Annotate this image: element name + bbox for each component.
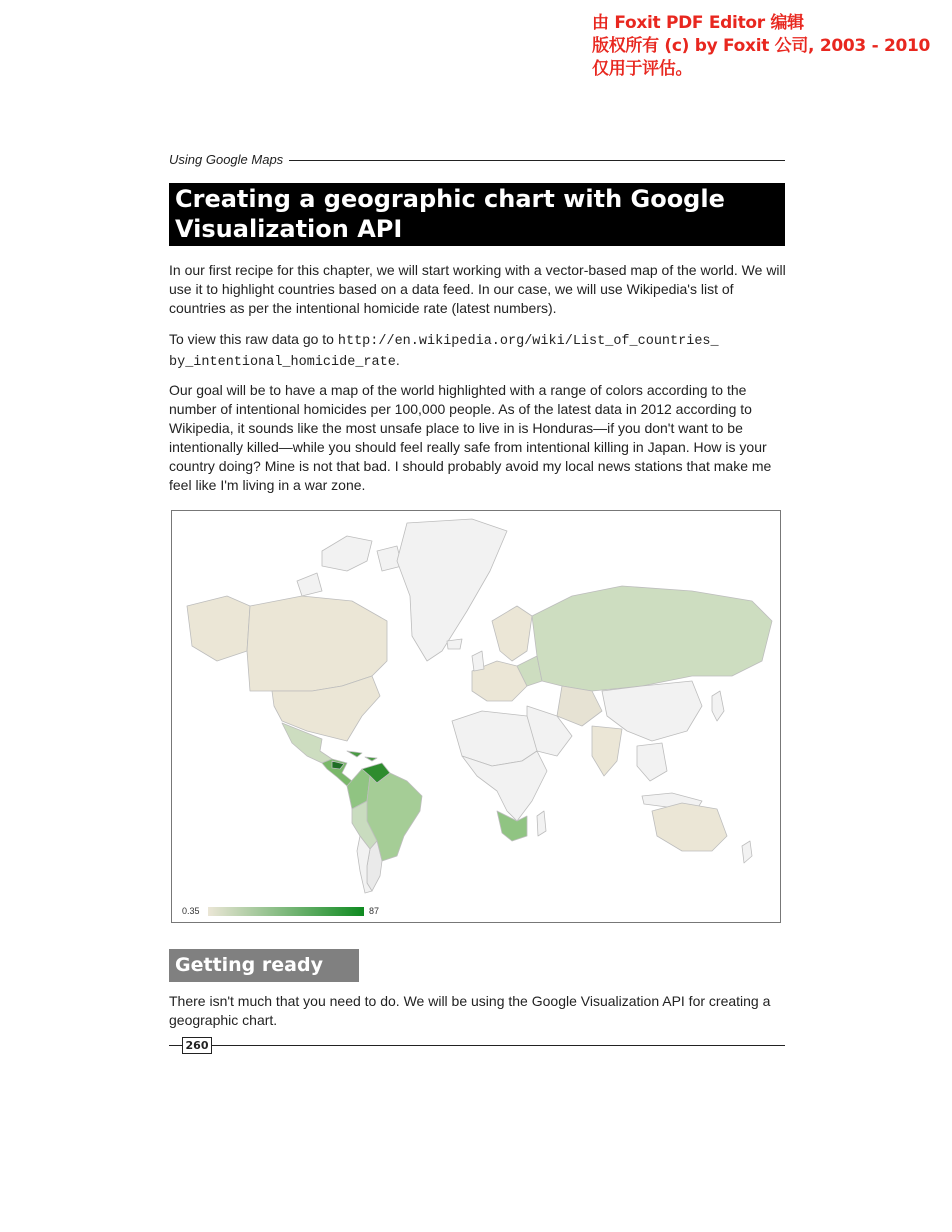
legend-min-label: 0.35 bbox=[182, 906, 200, 916]
map-uk bbox=[472, 651, 484, 671]
intro-paragraph: In our first recipe for this chapter, we will start working with a vector-based map of the world. We will use it to highlight countries based on a data feed. In our case, we will use Wikipedia's list of countries as per the intentional homicide rate (latest numbers). bbox=[169, 262, 786, 316]
map-scandinavia bbox=[492, 606, 532, 661]
legend-max-label: 87 bbox=[369, 906, 380, 916]
raw-data-paragraph bbox=[169, 330, 789, 372]
map-india bbox=[592, 726, 622, 776]
map-alaska bbox=[187, 596, 250, 661]
map-madagascar bbox=[537, 811, 546, 836]
evaluation-watermark bbox=[592, 12, 948, 81]
map-southeast-asia bbox=[637, 743, 667, 781]
wikipedia-link-line-1[interactable]: http://en.wikipedia.org/wiki/List_of_countries_ bbox=[337, 334, 719, 349]
header-rule bbox=[289, 160, 785, 161]
map-russia bbox=[532, 586, 772, 691]
raw-data-suffix: . bbox=[395, 352, 400, 368]
world-map bbox=[172, 511, 780, 922]
map-australia bbox=[652, 803, 727, 851]
map-arctic-islands bbox=[297, 536, 402, 596]
legend-color-scale bbox=[208, 907, 364, 916]
watermark-line-2: 版权所有 (c) by Foxit 公司, 2003 - 2010 bbox=[592, 36, 931, 56]
watermark-line-3: 仅用于评估。 bbox=[592, 59, 693, 79]
map-caribbean bbox=[347, 751, 377, 761]
page-footer bbox=[169, 1037, 785, 1055]
world-map-figure bbox=[171, 510, 781, 923]
watermark-line-1: 由 Foxit PDF Editor 编辑 bbox=[592, 13, 804, 33]
page-number: 260 bbox=[182, 1037, 212, 1054]
recipe-title: Creating a geographic chart with Google Visualization API bbox=[169, 183, 785, 246]
wikipedia-link-line-2[interactable]: by_intentional_homicide_rate bbox=[169, 355, 396, 370]
getting-ready-paragraph: There isn't much that you need to do. We will be using the Google Visualization API for creating a geographic chart. bbox=[169, 993, 771, 1028]
footer-rule bbox=[169, 1045, 785, 1046]
section-heading: Getting ready bbox=[169, 949, 359, 982]
goal-paragraph: Our goal will be to have a map of the world highlighted with a range of colors according to the number of intentional homicides per 100,000 people. As of the latest data in 2012 according to Wikipedia, it sounds like the most unsafe place to live in is Honduras—if you don't want to be intentionally killed—while you should feel really safe from intentional killing in Japan. How is your country doing? Mine is not that bad. I should probably avoid my local news stations that make me feel like I'm living in a war zone. bbox=[169, 382, 772, 493]
map-japan bbox=[712, 691, 724, 721]
map-iceland bbox=[447, 639, 462, 649]
map-greenland bbox=[397, 519, 507, 661]
raw-data-prefix: To view this raw data go to bbox=[169, 331, 338, 347]
map-central-asia bbox=[557, 686, 602, 726]
chapter-title: Using Google Maps bbox=[169, 151, 284, 167]
map-canada bbox=[247, 596, 387, 691]
map-new-zealand bbox=[742, 841, 752, 863]
running-head bbox=[169, 149, 785, 169]
